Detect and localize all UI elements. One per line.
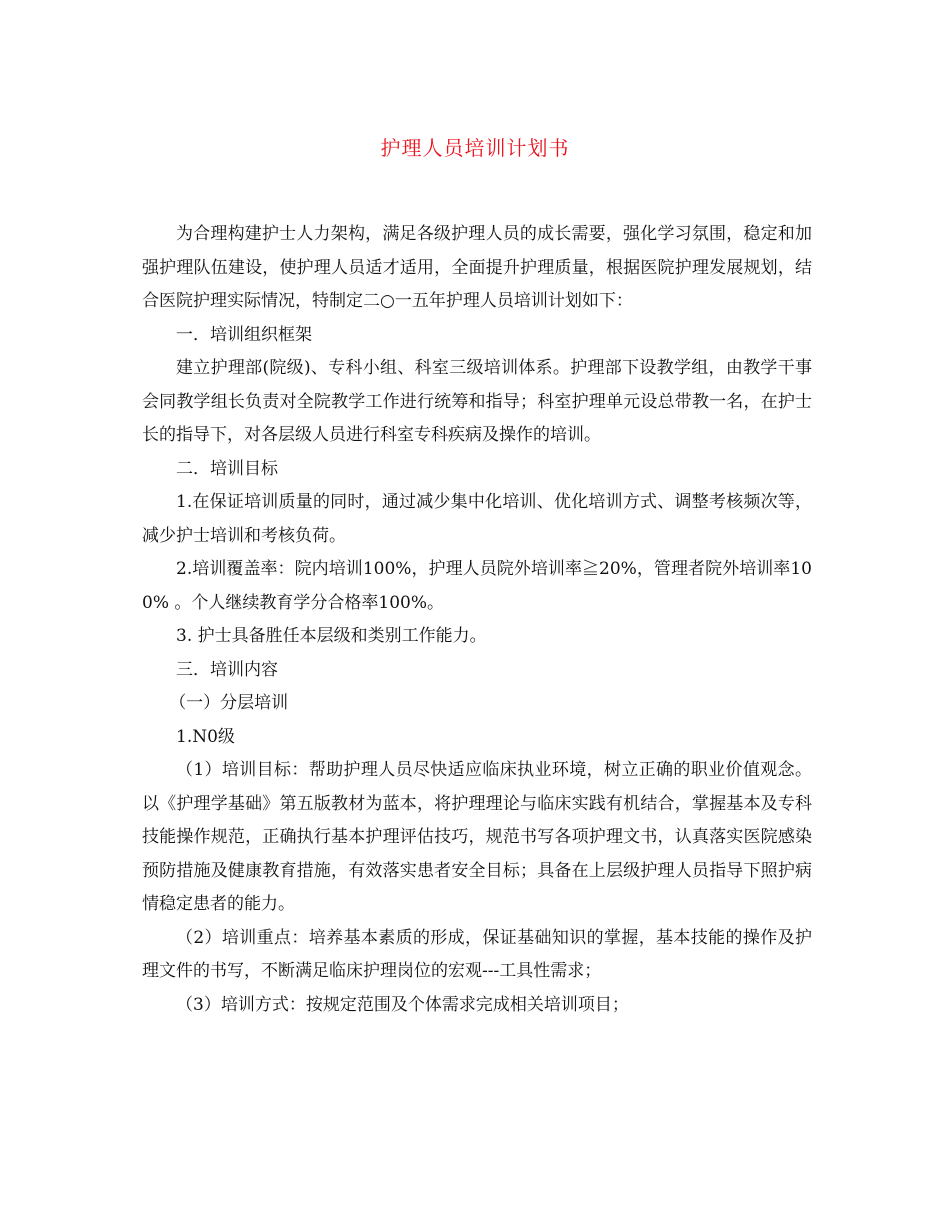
section-heading-goals: 二．培训目标 [176, 458, 278, 479]
goal-item-2: 2.培训覆盖率：院内培训100%，护理人员院外培训率≧20%，管理者院外培训率100% 。个人继续教育学分合格率100%。 [142, 559, 812, 613]
n0-item-focus: （2）培训重点：培养基本素质的形成，保证基础知识的掌握，基本技能的操作及护理文件的书写，不断满足临床护理岗位的宏观---工具性需求； [142, 927, 812, 981]
intro-paragraph: 为合理构建护士人力架构，满足各级护理人员的成长需要，强化学习氛围，稳定和加强护理队伍建设，使护理人员适才适用，全面提升护理质量，根据医院护理发展规划，结合医院护理实际情况，特制定二○一五年护理人员培训计划如下： [142, 224, 812, 311]
goal-item-3: 3. 护士具备胜任本层级和类别工作能力。 [176, 626, 487, 646]
level-heading-n0: 1.N0级 [176, 726, 235, 747]
n0-item-goal: （1）培训目标：帮助护理人员尽快适应临床执业环境，树立正确的职业价值观念。以《护理学基础》第五版教材为蓝本，将护理理论与临床实践有机结合，掌握基本及专科技能操作规范，正确执行基本护理评估技巧，规范书写各项护理文书，认真落实医院感染预防措施及健康教育措施，有效落实患者安全目标；具备在上层级护理人员指导下照护病情稳定患者的能力。 [142, 760, 812, 914]
section-heading-content: 三．培训内容 [176, 659, 278, 680]
goal-item-1: 1.在保证培训质量的同时，通过减少集中化培训、优化培训方式、调整考核频次等，减少护士培训和考核负荷。 [142, 492, 812, 546]
document-title: 护理人员培训计划书 [380, 136, 570, 160]
n0-item-method: （3）培训方式：按规定范围及个体需求完成相关培训项目； [176, 994, 629, 1015]
section-heading-organization: 一．培训组织框架 [176, 324, 312, 345]
subsection-heading-layered: （一）分层培训 [169, 693, 289, 713]
document-body [142, 218, 812, 1022]
organization-paragraph: 建立护理部(院级)、专科小组、科室三级培训体系。护理部下设教学组，由教学干事会同教学组长负责对全院教学工作进行统筹和指导；科室护理单元设总带教一名，在护士长的指导下，对各层级人员进行科室专科疾病及操作的培训。 [142, 358, 812, 445]
